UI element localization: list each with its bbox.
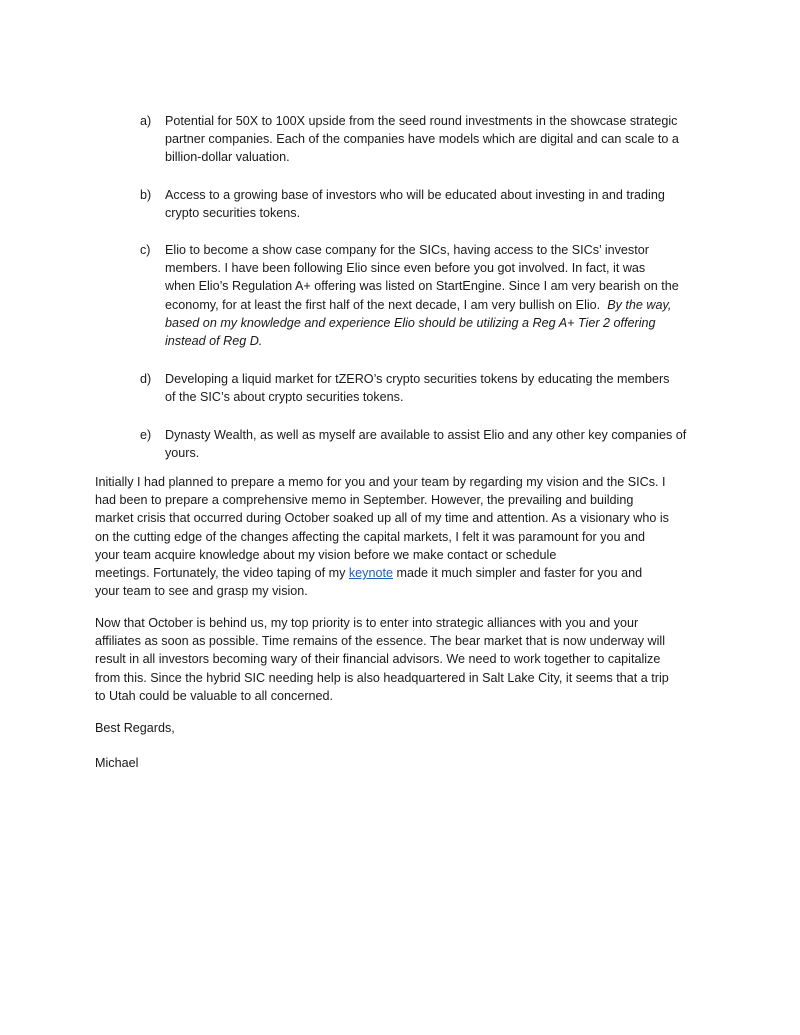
list-item-text (165, 426, 715, 462)
list-item-text (165, 186, 715, 222)
text-line: your team to see and grasp my vision. (95, 584, 308, 599)
list-marker: d) (140, 372, 152, 386)
list-marker: e) (140, 428, 152, 442)
text-line: billion-dollar valuation. (165, 150, 290, 165)
list-item-text (165, 112, 715, 167)
text-line: on the cutting edge of the changes affecting the capital markets, I felt it was paramount for you and (95, 529, 646, 544)
text-line: affiliates as soon as possible. Time remains of the essence. The bear market that is now underway will (95, 634, 666, 649)
body-paragraph-2 (95, 614, 713, 705)
text-line: Now that October is behind us, my top priority is to enter into strategic alliances with you and your (95, 616, 639, 630)
text-line: Dynasty Wealth, as well as myself are available to assist Elio and any other key companies of (165, 428, 687, 442)
text-line: of the SIC’s about crypto securities tokens. (165, 390, 404, 405)
text-line: market crisis that occurred during October soaked up all of my time and attention. As a visionary who is (95, 511, 669, 526)
signature (95, 754, 713, 772)
text-line: result in all investors becoming wary of their financial advisors. We need to work together to capitalize (95, 652, 661, 667)
list-marker: c) (140, 243, 151, 257)
text-line: Developing a liquid market for tZERO’s crypto securities tokens by educating the members (165, 372, 670, 386)
italic-note-line: instead of Reg D. (165, 334, 263, 349)
text-line (95, 564, 713, 582)
text-line: partner companies. Each of the companies have models which are digital and can scale to a (165, 132, 679, 147)
text-line: crypto securities tokens. (165, 206, 301, 221)
text-line: Elio to become a show case company for the SICs, having access to the SICs’ investor (165, 243, 649, 257)
keynote-link[interactable]: keynote (348, 566, 393, 581)
signature-name: Michael (95, 756, 139, 770)
text-line (165, 296, 715, 314)
italic-note-line: based on my knowledge and experience Elio should be utilizing a Reg A+ Tier 2 offering (165, 315, 656, 330)
closing-line (95, 719, 713, 737)
text-line: when Elio’s Regulation A+ offering was listed on StartEngine. Since I am very bearish on the (165, 279, 679, 294)
text-line: Initially I had planned to prepare a memo for you and your team by regarding my vision and the SICs. I (95, 475, 666, 489)
list-marker: b) (140, 188, 152, 202)
closing-text: Best Regards, (95, 721, 175, 735)
text-run: made it much simpler and faster for you and (392, 566, 643, 581)
body-paragraph-1 (95, 473, 713, 600)
text-line: your team acquire knowledge about my vision before we make contact or schedule (95, 547, 557, 562)
list-marker: a) (140, 114, 152, 128)
list-item-text (165, 241, 715, 350)
text-line: had been to prepare a comprehensive memo in September. However, the prevailing and building (95, 493, 634, 508)
text-line: Potential for 50X to 100X upside from the seed round investments in the showcase strategic (165, 114, 678, 128)
text-line: from this. Since the hybrid SIC needing help is also headquartered in Salt Lake City, it seems that a trip (95, 670, 669, 685)
text-line: Access to a growing base of investors who will be educated about investing in and trading (165, 188, 665, 202)
text-run: economy, for at least the first half of the next decade, I am very bullish on Elio. (165, 297, 601, 312)
text-line: members. I have been following Elio since even before you got involved. In fact, it was (165, 261, 646, 276)
text-line: to Utah could be valuable to all concerned. (95, 688, 334, 703)
list-item-text (165, 370, 715, 406)
text-line: yours. (165, 446, 200, 461)
italic-note: By the way, (607, 297, 672, 312)
text-run: meetings. Fortunately, the video taping of my (95, 566, 349, 581)
